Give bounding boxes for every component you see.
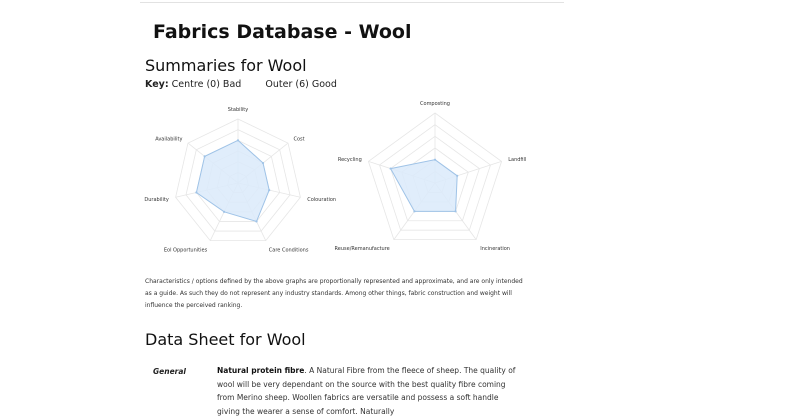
axis-label: Reuse/Remanufacture	[334, 245, 390, 252]
radar-area	[391, 160, 458, 212]
datasheet-heading: Data Sheet for Wool	[145, 330, 306, 349]
datasheet-row-lead: Natural protein fibre	[217, 366, 305, 375]
axis-label: Recycling	[337, 157, 362, 164]
graph-disclaimer: Characteristics / options defined by the above graphs are proportionally represented and approximate, and are only intended as a guide. As such they do not represent any industry standards. Among other things, fabric construction and weight will influence the perceived ranking.	[145, 278, 523, 309]
radar-point	[456, 175, 458, 177]
axis-label: Eol Opportunities	[163, 247, 208, 254]
radar-point	[204, 155, 206, 157]
summaries-heading: Summaries for Wool	[145, 56, 307, 75]
axis-label: Care Conditions	[268, 247, 309, 254]
radar-point	[255, 220, 257, 222]
key-bad: Centre (0) Bad	[171, 79, 242, 90]
axis-label: Stability	[227, 107, 249, 113]
radar-point	[434, 159, 436, 161]
radar-point	[195, 191, 197, 193]
axis-label: Availability	[155, 136, 183, 143]
datasheet-row-body: . A Natural Fibre from the fleece of sheep. The quality of wool will be very dependant on the source with the best quality fibre coming from Merino sheep. Woollen fabrics are versatile and possess a soft handle giving the wearer a sense of comfort. Naturally	[217, 366, 516, 416]
axis-label: Cost	[293, 136, 305, 143]
axis-label: Incineration	[480, 245, 510, 252]
top-divider	[140, 2, 564, 3]
datasheet-row-label: General	[153, 367, 186, 376]
radar-point	[268, 189, 270, 191]
key-good: Outer (6) Good	[265, 79, 337, 90]
radar-point	[262, 162, 264, 164]
axis-label: Landfill	[508, 157, 527, 164]
radar-point	[237, 139, 239, 141]
datasheet-row-text	[217, 364, 522, 418]
end-of-life-radar-chart	[330, 98, 540, 258]
radar-point	[390, 167, 392, 169]
key-label: Key:	[145, 79, 169, 90]
axis-label: Composting	[420, 101, 450, 107]
radar-area	[196, 140, 269, 221]
performance-radar-chart	[144, 103, 345, 258]
radar-point	[413, 210, 415, 212]
radar-point	[454, 210, 456, 212]
radar-point	[223, 211, 225, 213]
key-legend	[145, 79, 337, 90]
page-title: Fabrics Database - Wool	[153, 21, 412, 43]
axis-label: Durability	[144, 196, 169, 203]
axis-label: Colouration	[307, 196, 337, 203]
